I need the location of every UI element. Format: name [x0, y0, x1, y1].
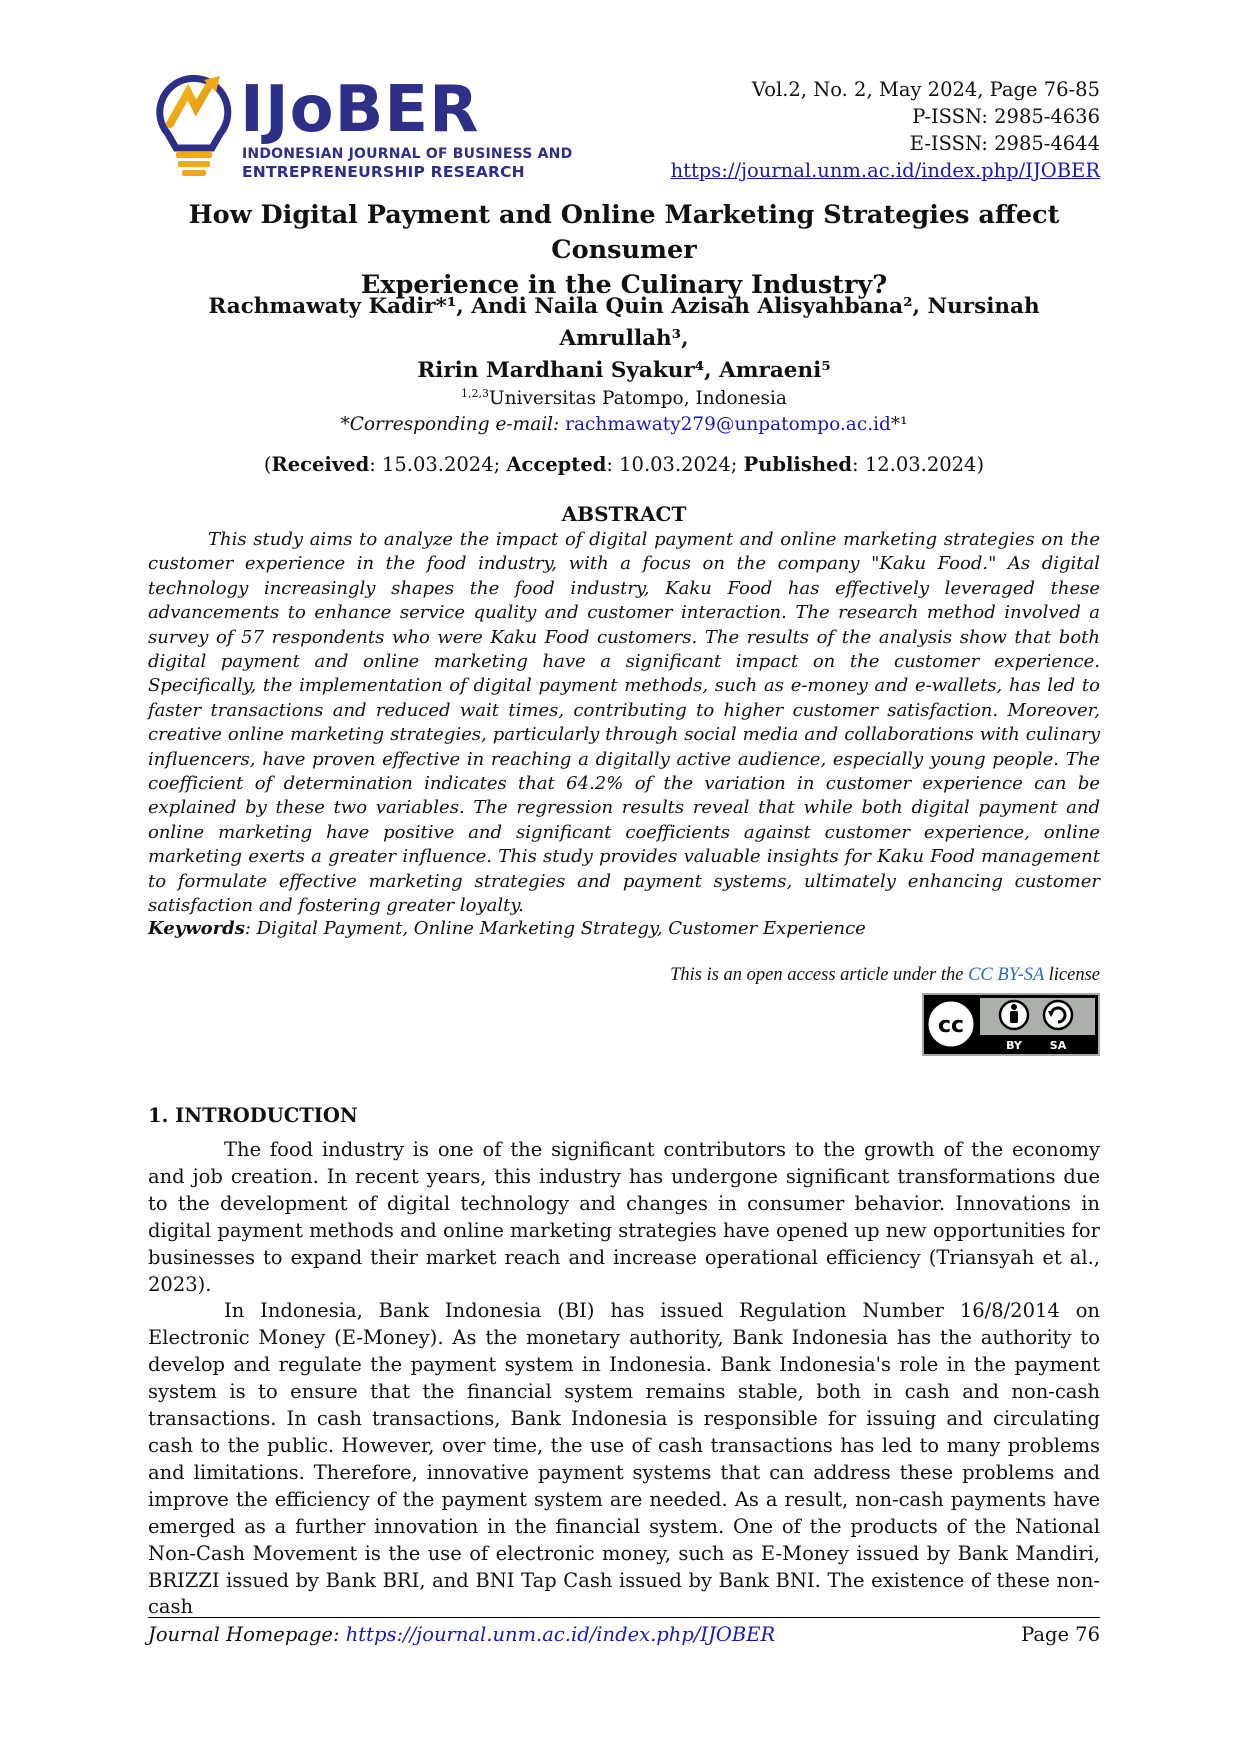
authors-line-1: Rachmawaty Kadir*¹, Andi Naila Quin Azisah Alisyahbana², Nursinah Amrullah³, [208, 294, 1040, 351]
affiliation-block [148, 381, 1100, 438]
corresponding-label: *Corresponding e-mail: [340, 414, 566, 436]
logo-subtitle: INDONESIAN JOURNAL OF BUSINESS AND [242, 146, 573, 162]
keywords-label: Keywords [148, 918, 245, 939]
license-suffix: license [1044, 965, 1100, 985]
published-date: : 12.03.2024) [852, 453, 985, 476]
license-notice [670, 965, 1100, 986]
footer-homepage [148, 1623, 775, 1646]
lightbulb-icon [148, 72, 238, 184]
body-paragraph: The food industry is one of the significant contributors to the growth of the economy and job creation. In recent years, this industry has undergone significant transformations due to the development of digital technology and changes in consumer behavior. Innovations in digital payment methods and online marketing strategies have opened up new opportunities for businesses to expand their market reach and increase operational efficiency (Triansyah et al., 2023). [148, 1138, 1100, 1296]
homepage-label: Journal Homepage: [148, 1623, 346, 1646]
journal-logo [148, 72, 598, 184]
cc-badge-graphic [924, 995, 1098, 1054]
received-date: : 15.03.2024; [369, 453, 507, 476]
cc-badge-cc-text: cc [937, 1013, 965, 1038]
received-label: Received [271, 453, 370, 476]
affiliation: Universitas Patompo, Indonesia [489, 388, 787, 410]
license-prefix: This is an open access article under the [670, 965, 969, 985]
page-number: Page 76 [1021, 1623, 1100, 1646]
introduction-body [148, 1137, 1100, 1621]
homepage-link[interactable]: https://journal.unm.ac.id/index.php/IJOBER [345, 1623, 776, 1646]
authors-line-2: Ririn Mardhani Syakur⁴, Amraeni⁵ [417, 358, 831, 383]
accepted-date: : 10.03.2024; [606, 453, 744, 476]
section-heading-introduction: 1. INTRODUCTION [148, 1104, 358, 1127]
affiliation-superscript: 1,2,3 [461, 387, 490, 400]
footer-divider [148, 1617, 1100, 1618]
corresponding-email-link[interactable]: rachmawaty279@unpatompo.ac.id [565, 414, 891, 436]
title-line-1: How Digital Payment and Online Marketing Strategies affect Consumer [188, 200, 1060, 265]
sa-share-alike-icon [1044, 1001, 1072, 1029]
journal-url-link[interactable]: https://journal.unm.ac.id/index.php/IJOBER [670, 159, 1100, 182]
e-issn: E-ISSN: 2985-4644 [909, 132, 1100, 155]
accepted-label: Accepted [506, 453, 607, 476]
logo-subtitle-2: ENTREPRENEURSHIP RESEARCH [242, 163, 525, 181]
cc-by-sa-link[interactable]: CC BY-SA [968, 965, 1044, 985]
cc-badge-sa-text: SA [1049, 1039, 1067, 1052]
publication-dates: (Received: 15.03.2024; Accepted: 10.03.2024; Published: 12.03.2024) [263, 453, 985, 476]
logo-wordmark: IJoBER [240, 73, 480, 147]
title-line-2: Experience in the Culinary Industry? [360, 270, 888, 300]
keywords [148, 918, 1100, 939]
p-issn: P-ISSN: 2985-4636 [912, 105, 1100, 128]
abstract-heading: ABSTRACT [561, 502, 687, 526]
paper-page [148, 0, 1100, 1754]
abstract-text: This study aims to analyze the impact of digital payment and online marketing strategies on the customer experience in the food industry, with a focus on the company "Kaku Food." As digital technology increasingly shapes the food industry, Kaku Food has effectively leveraged these advancements to enhance service quality and customer interaction. The research method involved a survey of 57 respondents who were Kaku Food customers. The results of the analysis show that both digital payment and online marketing have a significant impact on the customer experience. Specifically, the implementation of digital payment methods, such as e-money and e-wallets, has led to faster transactions and reduced wait times, contributing to higher customer satisfaction. Moreover, creative online marketing strategies, particularly through social media and collaborations with culinary influencers, have proven effective in reaching a digitally active audience, especially young people. The coefficient of determination indicates that 64.2% of the variation in customer experience can be explained by these two variables. The regression results reveal that while both digital payment and online marketing have positive and significant coefficients against customer experience, online marketing exerts a greater influence. This study provides valuable insights for Kaku Food management to formulate effective marketing strategies and payment systems, ultimately enhancing customer satisfaction and fostering greater loyalty. [148, 529, 1100, 917]
paper-title [148, 198, 1100, 303]
author-list [148, 291, 1100, 387]
cc-badge-by-text: BY [1006, 1039, 1022, 1052]
published-label: Published [743, 453, 853, 476]
keywords-list: : Digital Payment, Online Marketing Strategy, Customer Experience [244, 918, 866, 939]
cc-by-sa-badge[interactable] [922, 993, 1100, 1056]
journal-meta [671, 76, 1100, 184]
body-paragraph: In Indonesia, Bank Indonesia (BI) has issued Regulation Number 16/8/2014 on Electronic Money (E-Money). As the monetary authority, Bank Indonesia has the authority to develop and regulate the payment system in Indonesia. Bank Indonesia's role in the payment system is to ensure that the financial system remains stable, both in cash and non-cash transactions. In cash transactions, Bank Indonesia is responsible for issuing and circulating cash to the public. However, over time, the use of cash transactions has led to many problems and limitations. Therefore, innovative payment systems that can address these problems and improve the efficiency of the payment system are needed. As a result, non-cash payments have emerged as a further innovation in the financial system. One of the products of the National Non-Cash Movement is the use of electronic money, such as E-Money issued by Bank Mandiri, BRIZZI issued by Bank BRI, and BNI Tap Cash issued by Bank BNI. The existence of these non-cash [148, 1299, 1100, 1619]
volume-info: Vol.2, No. 2, May 2024, Page 76-85 [751, 78, 1100, 101]
corresponding-suffix: *¹ [890, 414, 908, 436]
